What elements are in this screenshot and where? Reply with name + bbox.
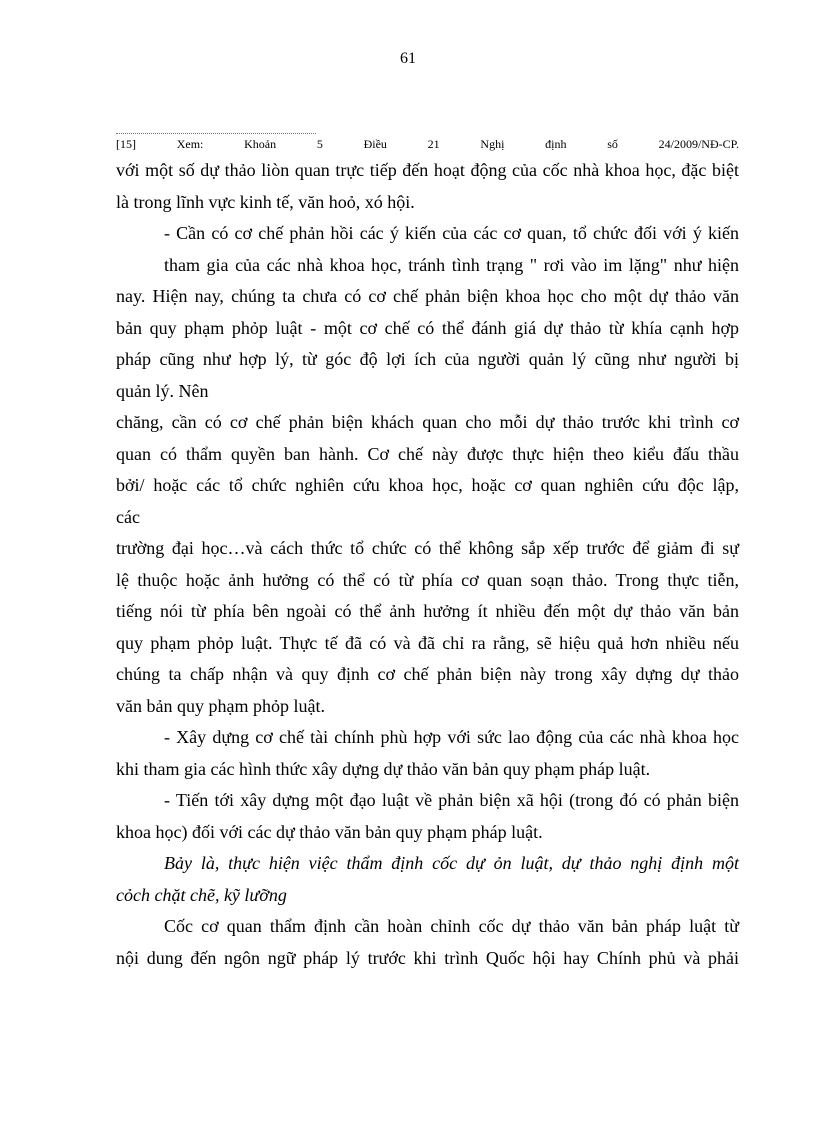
footnote-word: [15] bbox=[116, 137, 136, 151]
footnote-word: định bbox=[545, 137, 567, 151]
text-line: bản quy phạm phỏp luật - một cơ chế có thể đánh giá dự thảo từ khía cạnh hợp bbox=[116, 317, 739, 338]
text-line: chúng ta chấp nhận và quy định cơ chế phản biện này trong xây dựng dự thảo bbox=[116, 664, 739, 684]
text-line: bởi/ hoặc các tổ chức nghiên cứu khoa học, hoặc cơ quan nghiên cứu độc lập, bbox=[116, 475, 739, 495]
footnote-word: Xem: bbox=[176, 137, 204, 151]
text-line: văn bản quy phạm phỏp luật. bbox=[116, 695, 325, 716]
footnote-word: Khoản bbox=[244, 137, 277, 151]
page-number: 61 bbox=[400, 50, 416, 67]
text-line: Bảy là, thực hiện việc thẩm định cốc dự ỏn luật, dự thảo nghị định một bbox=[164, 853, 739, 873]
footnote-word: 24/2009/NĐ-CP. bbox=[658, 137, 739, 151]
text-line: - Xây dựng cơ chế tài chính phù hợp với sức lao động của các nhà khoa học bbox=[164, 727, 739, 747]
footnote-word: số bbox=[607, 137, 618, 151]
text-line: khi tham gia các hình thức xây dựng dự thảo văn bản quy phạm pháp luật. bbox=[116, 758, 651, 779]
text-line: quản lý. Nên bbox=[116, 380, 209, 401]
text-line: - Tiến tới xây dựng một đạo luật về phản biện xã hội (trong đó có phản biện bbox=[164, 790, 739, 810]
text-line: chăng, cần có cơ chế phản biện khách quan cho mỗi dự thảo trước khi trình cơ bbox=[116, 412, 739, 432]
text-line: là trong lĩnh vực kinh tế, văn hoỏ, xó hội. bbox=[116, 191, 415, 212]
text-line: tiếng nói từ phía bên ngoài có thể ảnh hưởng ít nhiều đến một dự thảo văn bản bbox=[116, 601, 739, 621]
text-line: các bbox=[116, 506, 140, 527]
footnote-word: Nghị bbox=[480, 137, 505, 151]
text-line: cỏch chặt chẽ, kỹ lưỡng bbox=[116, 884, 287, 905]
footnote bbox=[116, 137, 739, 151]
text-line: Cốc cơ quan thẩm định cần hoàn chỉnh cốc dự thảo văn bản pháp luật từ bbox=[164, 916, 739, 936]
body-text bbox=[116, 155, 739, 974]
text-line: nội dung đến ngôn ngữ pháp lý trước khi trình Quốc hội hay Chính phủ và phải bbox=[116, 947, 739, 968]
text-line: quy phạm phỏp luật. Thực tế đã có và đã chỉ ra rằng, sẽ hiệu quả hơn nhiều nếu bbox=[116, 632, 739, 653]
footnote-word: 5 bbox=[316, 137, 323, 151]
footnote-word: Điều bbox=[363, 137, 387, 151]
text-line: khoa học) đối với các dự thảo văn bản quy phạm pháp luật. bbox=[116, 821, 543, 842]
text-line: trường đại học…và cách thức tổ chức có thể không sắp xếp trước để giảm đi sự bbox=[116, 538, 739, 558]
footnote-separator bbox=[116, 133, 316, 134]
text-line: - Cần có cơ chế phản hồi các ý kiến của các cơ quan, tổ chức đối với ý kiến bbox=[164, 223, 739, 243]
footnote-word: 21 bbox=[427, 137, 440, 151]
text-line: với một số dự thảo liòn quan trực tiếp đến hoạt động của cốc nhà khoa học, đặc biệt bbox=[116, 160, 739, 180]
text-line: nay. Hiện nay, chúng ta chưa có cơ chế phản biện khoa học cho một dự thảo văn bbox=[116, 286, 739, 306]
text-line: quan có thẩm quyền ban hành. Cơ chế này được thực hiện theo kiểu đấu thầu bbox=[116, 443, 739, 464]
text-line: tham gia của các nhà khoa học, tránh tình trạng " rơi vào im lặng" như hiện bbox=[164, 254, 739, 275]
text-line: pháp cũng như hợp lý, từ góc độ lợi ích của người quản lý cũng như người bị bbox=[116, 349, 739, 369]
text-line: lệ thuộc hoặc ảnh hưởng có thể có từ phía cơ quan soạn thảo. Trong thực tiễn, bbox=[116, 569, 739, 590]
